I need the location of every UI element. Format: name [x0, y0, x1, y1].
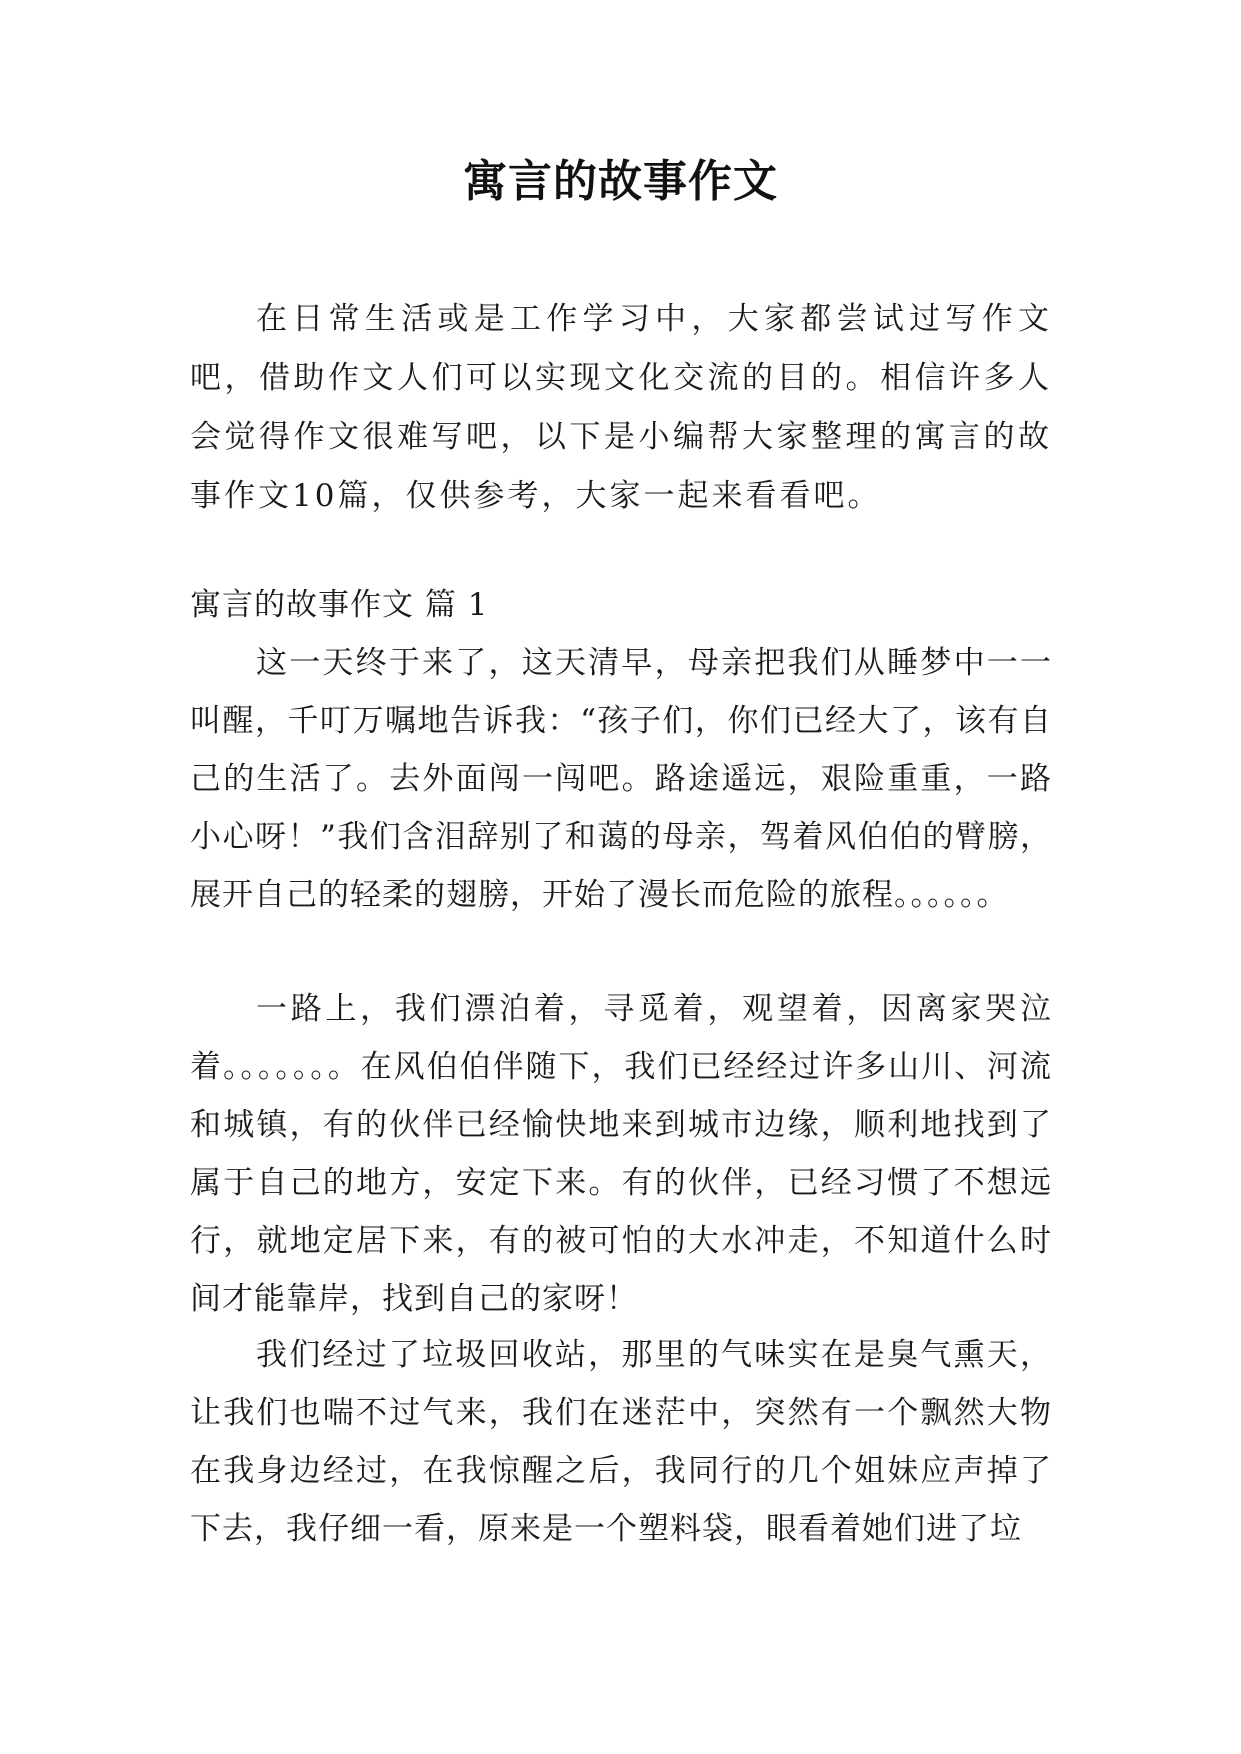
body-paragraph-3: 我们经过了垃圾回收站，那里的气味实在是臭气熏天，让我们也喘不过气来，我们在迷茫中，突然有一个飘然大物在我身边经过，在我惊醒之后，我同行的几个姐妹应声掉了下去，我仔细一看，原来是一个塑料袋，眼看着她们进了垃	[190, 1337, 1052, 1547]
body-paragraph-1: 这一天终于来了，这天清早，母亲把我们从睡梦中一一叫醒，千叮万嘱地告诉我：“孩子们，你们已经大了，该有自己的生活了。去外面闯一闯吧。路途遥远，艰险重重，一路小心呀！”我们含泪辞别了和蔼的母亲，驾着风伯伯的臂膀，展开自己的轻柔的翅膀，开始了漫长而危险的旅程。。。。。。	[190, 645, 1052, 913]
document-title: 寓言的故事作文	[463, 156, 778, 207]
section-heading: 寓言的故事作文 篇 1	[190, 587, 489, 623]
body-paragraph-2: 一路上，我们漂泊着，寻觅着，观望着，因离家哭泣着。。。。。。。在风伯伯伴随下，我们已经经过许多山川、河流和城镇，有的伙伴已经愉快地来到城市边缘，顺利地找到了属于自己的地方，安定下来。有的伙伴，已经习惯了不想远行，就地定居下来，有的被可怕的大水冲走，不知道什么时间才能靠岸，找到自己的家呀！	[190, 991, 1052, 1317]
intro-paragraph: 在日常生活或是工作学习中，大家都尝试过写作文吧，借助作文人们可以实现文化交流的目的。相信许多人会觉得作文很难写吧，以下是小编帮大家整理的寓言的故事作文10篇，仅供参考，大家一起来看看吧。	[190, 301, 1052, 514]
